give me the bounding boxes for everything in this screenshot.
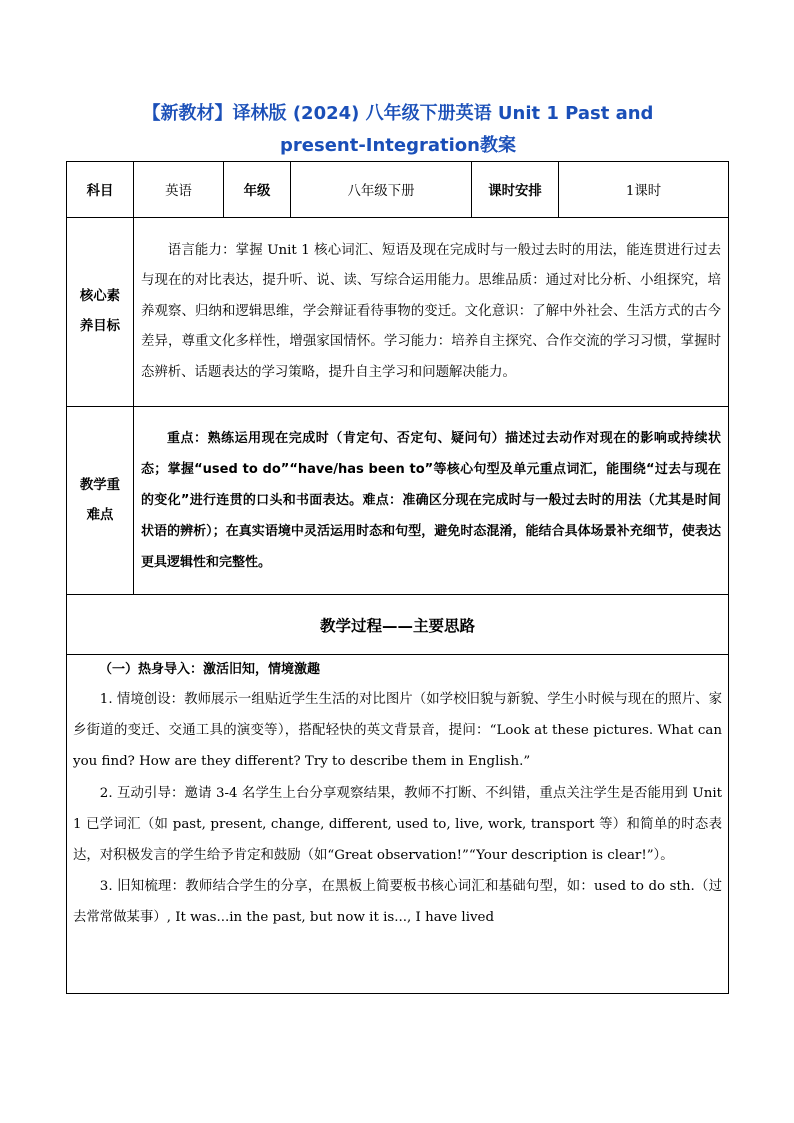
process-body-row (67, 655, 729, 994)
process-heading: 教学过程——主要思路 (67, 595, 729, 655)
process-heading-row (67, 595, 729, 655)
hours-label: 课时安排 (472, 162, 559, 218)
subject-value: 英语 (134, 162, 224, 218)
key-points-label (67, 407, 134, 595)
lesson-plan-table (66, 161, 729, 994)
key-points-label-line2: 难点 (86, 507, 114, 523)
section1-title: （一）热身导入：激活旧知，情境激趣 (99, 662, 321, 677)
document-title-line1: 【新教材】译林版 (2024) 八年级下册英语 Unit 1 Past and (142, 103, 654, 124)
core-literacy-content (134, 218, 729, 407)
core-literacy-text: 语言能力：掌握 Unit 1 核心词汇、短语及现在完成时与一般过去时的用法，能连贯进行过去与现在的对比表达，提升听、说、读、写综合运用能力。思维品质：通过对比分析、小组探究，培养观察、归纳和逻辑思维，学会辩证看待事物的变迁。文化意识：了解中外社会、生活方式的古今差异，尊重文化多样性，增强家国情怀。学习能力：培养自主探究、合作交流的学习习惯，掌握时态辨析、话题表达的学习策略，提升自主学习和问题解决能力。 (141, 242, 721, 380)
process-body (67, 655, 729, 994)
core-literacy-row (67, 218, 729, 407)
header-row (67, 162, 729, 218)
key-points-row (67, 407, 729, 595)
process-paragraph-3: 3. 旧知梳理：教师结合学生的分享，在黑板上简要板书核心词汇和基础句型，如：used to do sth.（过去常常做某事）, It was...in the past, but now it is..., I have lived (73, 879, 722, 926)
document-title-line2: present-Integration教案 (280, 135, 516, 156)
key-points-content (134, 407, 729, 595)
core-literacy-label-line1: 核心素 (79, 289, 121, 304)
core-literacy-label-line2: 养目标 (79, 319, 121, 334)
process-paragraph-2: 2. 互动引导：邀请 3-4 名学生上台分享观察结果，教师不打断、不纠错，重点关注学生是否能用到 Unit 1 已学词汇（如 past, present, change, different, used to, live, work, transport 等）和简单的时态表达，对积极发言的学生给予肯定和鼓励（如“Great observation!”“Your description is clear!”）。 (73, 785, 722, 864)
document-title (70, 98, 726, 162)
key-points-label-line1: 教学重 (79, 477, 121, 493)
hours-value: 1课时 (559, 162, 729, 218)
grade-label: 年级 (224, 162, 291, 218)
core-literacy-label (67, 218, 134, 407)
process-body-wrap (73, 655, 722, 993)
grade-value: 八年级下册 (291, 162, 472, 218)
subject-label: 科目 (67, 162, 134, 218)
process-paragraph-1: 1. 情境创设：教师展示一组贴近学生生活的对比图片（如学校旧貌与新貌、学生小时候与现在的照片、家乡街道的变迁、交通工具的演变等），搭配轻快的英文背景音，提问：“Look at these pictures. What can you find? How are they different? Try to describe them in English.” (73, 692, 722, 770)
key-points-text: 重点：熟练运用现在完成时（肯定句、否定句、疑问句）描述过去动作对现在的影响或持续状态；掌握“used to do”“have/has been to”等核心句型及单元重点词汇，能围绕“过去与现在的变化”进行连贯的口头和书面表达。难点：准确区分现在完成时与一般过去时的用法（尤其是时间状语的辨析）；在真实语境中灵活运用时态和句型，避免时态混淆，能结合具体场景补充细节，使表达更具逻辑性和完整性。 (141, 431, 721, 570)
